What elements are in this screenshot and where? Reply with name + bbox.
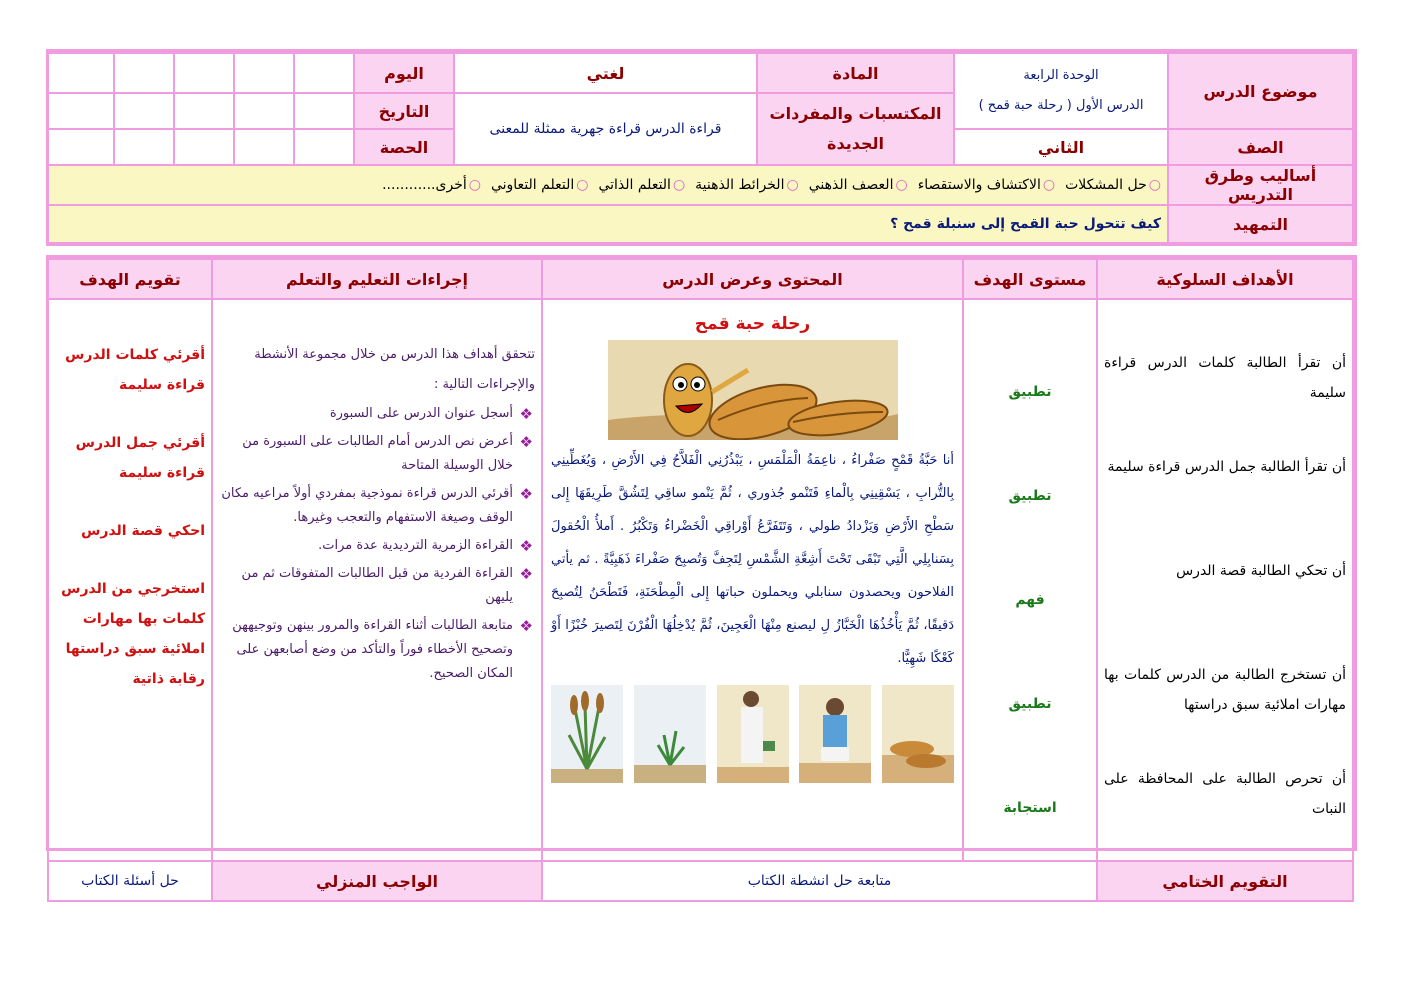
intro-label: التمهيد <box>1168 205 1353 243</box>
evaluation-item: احكي قصة الدرس <box>81 523 205 539</box>
period-cell-4[interactable] <box>114 129 174 165</box>
objective-level: فهم <box>1015 592 1045 608</box>
method-label: الاكتشاف والاستقصاء <box>917 177 1041 193</box>
method-option[interactable] <box>809 177 908 193</box>
grade-value: الثاني <box>954 129 1168 165</box>
procedure-item <box>219 430 535 478</box>
homework-value: حل أسئلة الكتاب <box>48 861 212 901</box>
method-label: التعلم الذاتي <box>598 177 671 193</box>
methods-list <box>48 165 1168 205</box>
method-option[interactable] <box>918 177 1055 193</box>
bullet-icon: ❖ <box>519 485 533 503</box>
evaluation-item: أقرئي كلمات الدرس قراءة سليمة <box>65 347 205 393</box>
objective-level: تطبيق <box>1008 488 1052 504</box>
watering-stage-image <box>717 685 789 783</box>
homework-label: الواجب المنزلي <box>212 861 542 901</box>
procedures-cell <box>212 299 542 861</box>
procedure-text: متابعة الطالبات أثناء القراءة والمرور بينهن وتوجيههن وتصحيح الأخطاء فوراً والتأكد من وضع أصابعهن على المكان الصحيح. <box>232 618 513 681</box>
method-option[interactable] <box>1065 177 1161 193</box>
objective-text: أن تحرص الطالبة على المحافظة على النبات <box>1104 771 1346 817</box>
method-label: حل المشكلات <box>1065 177 1147 193</box>
vocab-label: المكتسبات والمفردات الجديدة <box>757 93 954 165</box>
method-label: الخرائط الذهنية <box>695 177 785 193</box>
procedures-header: إجراءات التعليم والتعلم <box>212 259 542 299</box>
period-cell-1[interactable] <box>294 129 354 165</box>
procedure-text: أعرض نص الدرس أمام الطالبات على السبورة من خلال الوسيلة المتاحة <box>242 434 513 473</box>
procedures-intro: تتحقق أهداف هذا الدرس من خلال مجموعة الأنشطة والإجراءات التالية : <box>254 347 535 392</box>
objective-level: تطبيق <box>1008 384 1052 400</box>
evaluation-item: استخرجي من الدرس كلمات بها مهارات املائية سبق دراستها رقابة ذاتية <box>61 581 205 687</box>
growth-stages <box>551 685 954 783</box>
sprout-stage-image <box>634 685 706 783</box>
day-cell-4[interactable] <box>114 53 174 93</box>
subject-label: المادة <box>757 53 954 93</box>
bullet-icon: ❖ <box>519 617 533 635</box>
bullet-icon: ❖ <box>519 433 533 451</box>
method-label: التعلم التعاوني <box>490 177 575 193</box>
procedure-item <box>219 482 535 530</box>
lesson-header-table <box>46 49 1357 246</box>
objective-text: أن تقرأ الطالبة كلمات الدرس قراءة سليمة <box>1104 355 1346 401</box>
lesson-name: الدرس الأول ( رحلة حبة قمح ) <box>978 98 1144 113</box>
radio-circle-icon[interactable]: ○ <box>1148 177 1161 193</box>
radio-circle-icon[interactable]: ○ <box>895 177 908 193</box>
period-cell-5[interactable] <box>48 129 114 165</box>
day-cell-5[interactable] <box>48 53 114 93</box>
evaluation-cell <box>48 299 212 861</box>
objectives-header: الأهداف السلوكية <box>1097 259 1353 299</box>
method-label: أخرى............ <box>382 177 467 193</box>
content-title: رحلة حبة قمح <box>694 314 811 334</box>
radio-circle-icon[interactable]: ○ <box>468 177 481 193</box>
method-option[interactable] <box>491 177 588 193</box>
period-label: الحصة <box>354 129 454 165</box>
levels-list <box>963 299 1097 861</box>
method-label: العصف الذهني <box>808 177 894 193</box>
procedure-item <box>219 402 535 426</box>
period-cell-2[interactable] <box>234 129 294 165</box>
procedure-text: أقرئي الدرس قراءة نموذجية بمفردي أولاً مراعيه مكان الوقف وصيغة الاستفهام والتعجب وغيرها. <box>221 486 513 525</box>
procedure-item <box>219 534 535 558</box>
content-cell <box>542 299 963 861</box>
radio-circle-icon[interactable]: ○ <box>672 177 686 193</box>
content-header: المحتوى وعرض الدرس <box>542 259 963 299</box>
level-header: مستوى الهدف <box>963 259 1097 299</box>
evaluation-header: تقويم الهدف <box>48 259 212 299</box>
lesson-passage: أنا حَبَّةُ قَمْحٍ صَفْراءُ ، ناعِمَةُ الْمَلْمَسِ ، يَبْذُرُنِي الْفَلاَّحُ فِي الأَرْضِ ، وَيُغَطِّينِي بِالتُّرابِ ، يَسْقِينِي بِالْماءِ فَتَنْمو جُذوري ، ثُمَّ يَنْمو ساقِي لِتَشُقَّ طَرِيقَهَا إِلى سَطْحِ الأَرْضِ وَيَزْدادُ طولي ، وَتَتَفَرَّعُ أَوْراقِي الْخَضْراءُ وَتَكْبُرُ . أَملأُ الْحُقولَ بِسَنابِلِي الَّتِي تَبْقَى تَحْتَ أَشِعَّةِ الشَّمْسِ لِتَجِفَّ وَتُصبِحَ صَفْراءَ ذَهَبِيَّةً . ثم يأتي الفلاحون ويحصدون سنابلي ويحملون حباتها إِلى الْمِطْحَنَةِ، فَتَطْحَنُ لِتُصبِحَ دَقيقًا، ثُمَّ يَأْخُذُهَا الْخَبَّازُ لِ ليصنع مِنْهَا الْعَجِينَ، ثُمَّ يُدْخِلُهَا الْفُرْنَ لِتَصيرَ خُبْزًا أَوْ كَعْكًا شَهِيًّا. <box>551 453 954 666</box>
objective-text: أن تستخرج الطالبة من الدرس كلمات بها مهارات املائية سبق دراستها <box>1104 667 1346 713</box>
wheat-grain-illustration <box>608 340 898 440</box>
date-cell-4[interactable] <box>114 93 174 129</box>
day-cell-2[interactable] <box>234 53 294 93</box>
date-label: التاريخ <box>354 93 454 129</box>
final-eval-value: متابعة حل انشطة الكتاب <box>542 861 1097 901</box>
bullet-icon: ❖ <box>519 405 533 423</box>
radio-circle-icon[interactable]: ○ <box>1042 177 1056 193</box>
day-label: اليوم <box>354 53 454 93</box>
bullet-icon: ❖ <box>519 565 533 583</box>
sowing-stage-image <box>799 685 871 783</box>
method-option[interactable] <box>598 177 685 193</box>
topic-label: موضوع الدرس <box>1168 53 1353 129</box>
objectives-list <box>1097 299 1353 861</box>
objective-text: أن تقرأ الطالبة جمل الدرس قراءة سليمة <box>1107 459 1346 475</box>
final-eval-label: التقويم الختامي <box>1097 861 1353 901</box>
day-cell-1[interactable] <box>294 53 354 93</box>
grain-stage-image <box>882 685 954 783</box>
procedure-text: القراءة الزمرية الترديدية عدة مرات. <box>318 538 513 553</box>
method-option[interactable] <box>695 177 799 193</box>
date-cell-5[interactable] <box>48 93 114 129</box>
topic-value <box>954 53 1168 129</box>
unit-name: الوحدة الرابعة <box>1023 68 1099 83</box>
objective-text: أن تحكي الطالبة قصة الدرس <box>1176 563 1346 579</box>
evaluation-item: أقرئي جمل الدرس قراءة سليمة <box>75 435 205 481</box>
vocab-value: قراءة الدرس قراءة جهرية ممثلة للمعنى <box>454 93 757 165</box>
date-cell-2[interactable] <box>234 93 294 129</box>
radio-circle-icon[interactable]: ○ <box>786 177 799 193</box>
bullet-icon: ❖ <box>519 537 533 555</box>
subject-value: لغتي <box>454 53 757 93</box>
method-option[interactable] <box>382 177 481 193</box>
objective-level: استجابة <box>1003 800 1057 816</box>
period-cell-3[interactable] <box>174 129 234 165</box>
radio-circle-icon[interactable]: ○ <box>576 177 589 193</box>
grade-label: الصف <box>1168 129 1353 165</box>
lesson-main-table <box>46 255 1357 891</box>
objective-level: تطبيق <box>1008 696 1052 712</box>
intro-question: كيف تتحول حبة القمح إلى سنبلة قمح ؟ <box>48 205 1168 243</box>
procedure-item <box>219 562 535 610</box>
procedure-item <box>219 614 535 686</box>
methods-label: أساليب وطرق التدريس <box>1168 165 1353 205</box>
procedure-text: أسجل عنوان الدرس على السبورة <box>329 406 513 421</box>
wheat-plant-stage-image <box>551 685 623 783</box>
date-cell-1[interactable] <box>294 93 354 129</box>
date-cell-3[interactable] <box>174 93 234 129</box>
procedure-text: القراءة الفردية من قبل الطالبات المتفوقات ثم من يليهن <box>241 566 513 605</box>
day-cell-3[interactable] <box>174 53 234 93</box>
